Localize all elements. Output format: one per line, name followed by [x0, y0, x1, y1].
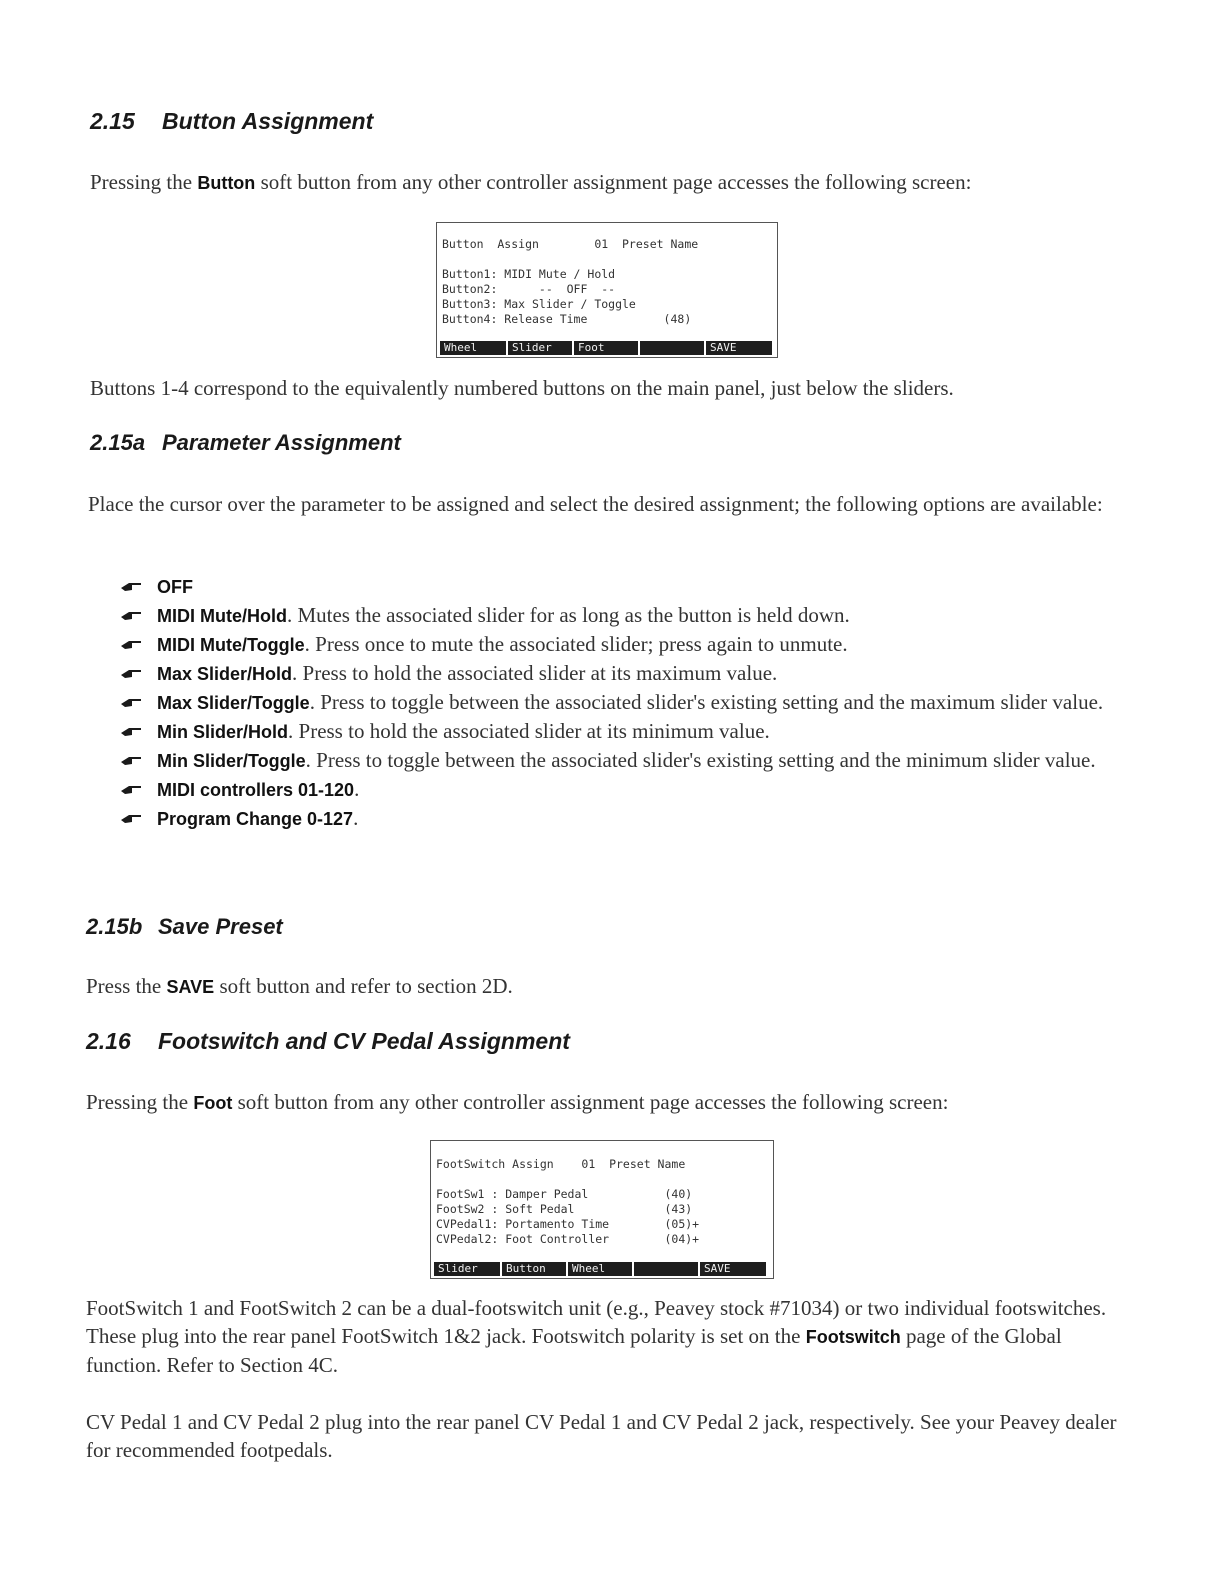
paragraph-buttons-correspond: Buttons 1-4 correspond to the equivalently numbered buttons on the main panel, just below the sliders. [90, 376, 954, 400]
section-heading-2-16: 2.16 Footswitch and CV Pedal Assignment [86, 1028, 570, 1054]
list-item: MIDI controllers 01-120. [120, 775, 1130, 804]
soft-button-slider[interactable]: Slider [508, 341, 572, 355]
assignment-options-list [120, 572, 1130, 833]
paragraph-parameter-assignment: Place the cursor over the parameter to be assigned and select the desired assignment; the following options are available: [88, 492, 1103, 516]
pointing-hand-icon [120, 666, 142, 680]
pointing-hand-icon [120, 753, 142, 767]
pointing-hand-icon [120, 608, 142, 622]
lcd-screen-footswitch-assign [430, 1140, 774, 1279]
soft-button-save[interactable]: SAVE [700, 1262, 766, 1276]
pointing-hand-icon [120, 579, 142, 593]
list-item: Program Change 0-127. [120, 804, 1130, 833]
soft-button-blank[interactable] [640, 341, 704, 355]
lcd-row: Button Assign 01 Preset Name [442, 237, 699, 251]
paragraph-cv-pedal-description: CV Pedal 1 and CV Pedal 2 plug into the rear panel CV Pedal 1 and CV Pedal 2 jack, respectively. See your Peavey dealer for recommended footpedals. [86, 1410, 1117, 1462]
lcd-soft-button-bar [434, 1262, 766, 1276]
list-item: Min Slider/Hold. Press to hold the associated slider at its minimum value. [120, 717, 1130, 746]
list-item: Min Slider/Toggle. Press to toggle between the associated slider's existing setting and the minimum slider value. [120, 746, 1130, 775]
lcd-row: FootSwitch Assign 01 Preset Name [436, 1157, 686, 1171]
paragraph-save-preset: Press the SAVE soft button and refer to section 2D. [86, 974, 513, 998]
pointing-hand-icon [120, 811, 142, 825]
paragraph-footswitch-description: FootSwitch 1 and FootSwitch 2 can be a dual-footswitch unit (e.g., Peavey stock #71034) or two individual footswitches. These plug into the rear panel FootSwitch 1&2 jack. Footswitch polarity is set on the Footswitch page of the Global function. Refer to Section 4C. [86, 1296, 1107, 1377]
paragraph-button-intro: Pressing the Button soft button from any other controller assignment page accesses the following screen: [90, 170, 972, 194]
soft-button-foot[interactable]: Foot [574, 341, 638, 355]
lcd-row: CVPedal1: Portamento Time (05)+ [436, 1217, 700, 1231]
lcd-row: Button2: -- OFF -- [442, 282, 616, 296]
list-item: OFF [120, 572, 1130, 601]
list-item: Max Slider/Hold. Press to hold the associated slider at its maximum value. [120, 659, 1130, 688]
lcd-row: CVPedal2: Foot Controller (04)+ [436, 1232, 700, 1246]
pointing-hand-icon [120, 782, 142, 796]
section-heading-2-15: 2.15 Button Assignment [90, 108, 374, 134]
section-heading-2-15a: 2.15a Parameter Assignment [90, 430, 401, 455]
lcd-row: FootSw1 : Damper Pedal (40) [436, 1187, 693, 1201]
soft-button-button[interactable]: Button [502, 1262, 566, 1276]
list-item: Max Slider/Toggle. Press to toggle between the associated slider's existing setting and the maximum slider value. [120, 688, 1130, 717]
paragraph-foot-intro: Pressing the Foot soft button from any other controller assignment page accesses the following screen: [86, 1090, 949, 1114]
lcd-soft-button-bar [440, 341, 772, 355]
soft-button-save[interactable]: SAVE [706, 341, 772, 355]
soft-button-wheel[interactable]: Wheel [440, 341, 506, 355]
list-item: MIDI Mute/Toggle. Press once to mute the associated slider; press again to unmute. [120, 630, 1130, 659]
pointing-hand-icon [120, 637, 142, 651]
lcd-row: Button1: MIDI Mute / Hold [442, 267, 616, 281]
pointing-hand-icon [120, 695, 142, 709]
lcd-screen-button-assign [436, 222, 778, 358]
list-item: MIDI Mute/Hold. Mutes the associated slider for as long as the button is held down. [120, 601, 1130, 630]
pointing-hand-icon [120, 724, 142, 738]
lcd-row: Button3: Max Slider / Toggle [442, 297, 636, 311]
lcd-row: FootSw2 : Soft Pedal (43) [436, 1202, 693, 1216]
soft-button-slider[interactable]: Slider [434, 1262, 500, 1276]
soft-button-wheel[interactable]: Wheel [568, 1262, 632, 1276]
section-heading-2-15b: 2.15b Save Preset [86, 914, 283, 939]
soft-button-blank[interactable] [634, 1262, 698, 1276]
lcd-row: Button4: Release Time (48) [442, 312, 692, 326]
